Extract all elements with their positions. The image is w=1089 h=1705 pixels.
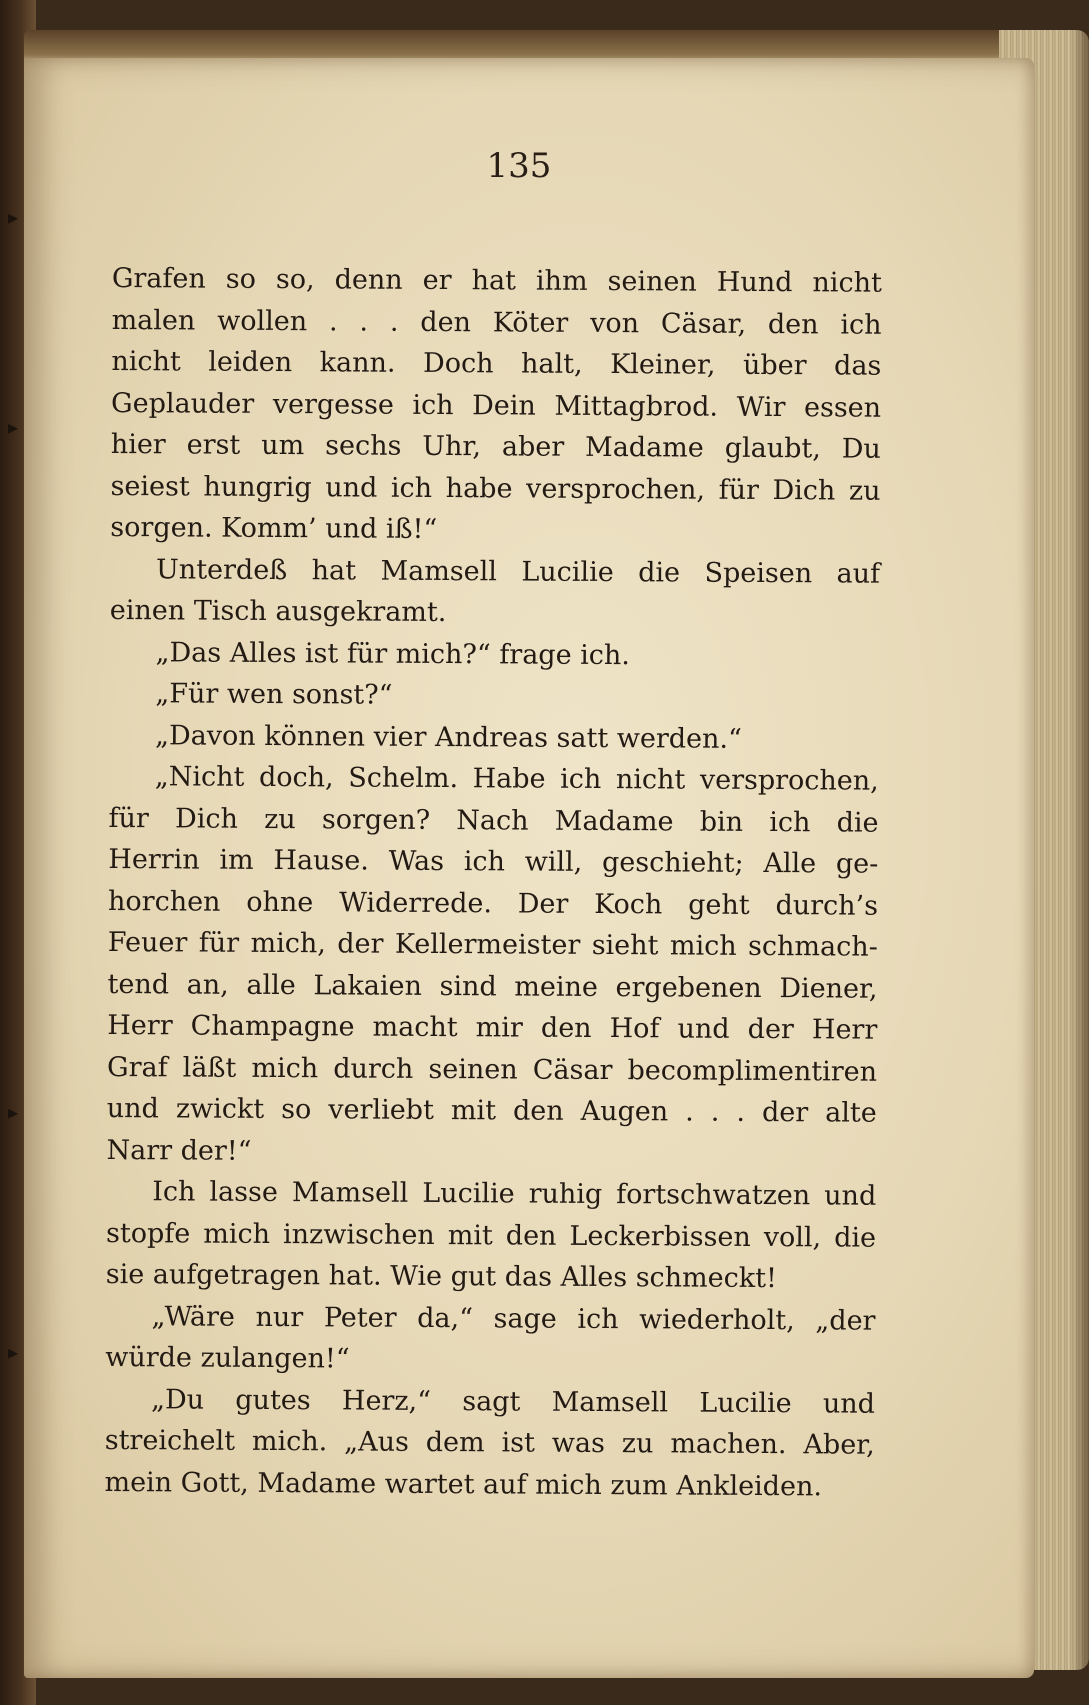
margin-mark: ▸ [8, 1100, 19, 1124]
text-line: nicht leiden kann. Doch halt, Kleiner, über das [111, 345, 882, 382]
text-line: Herr Champagne macht mir den Hof und der Herr [107, 1009, 878, 1046]
text-line: stopfe mich inzwischen mit den Leckerbissen voll, die [105, 1217, 877, 1254]
margin-mark: ▸ [8, 1340, 19, 1364]
text-line: „Für wen sonst?“ [155, 678, 393, 711]
text-line: Geplauder vergesse ich Dein Mittagbrod. Wir essen [111, 387, 882, 424]
book-page [24, 58, 1034, 1678]
text-line: mein Gott, Madame wartet auf mich zum Ankleiden. [104, 1466, 823, 1502]
text-line: streichelt mich. „Aus dem ist was zu machen. Aber, [104, 1424, 875, 1461]
text-line: tend an, alle Lakaien sind meine ergebenen Diener, [107, 968, 878, 1005]
text-line: malen wollen . . . den Köter von Cäsar, den ich [111, 304, 882, 341]
text-line: Grafen so so, denn er hat ihm seinen Hund nicht [111, 262, 882, 299]
margin-mark: ▸ [8, 415, 19, 439]
text-line: sorgen. Komm’ und iß!“ [110, 511, 438, 545]
text-line: „Davon können vier Andreas satt werden.“ [154, 719, 742, 755]
text-line: sie aufgetragen hat. Wie gut das Alles schmeckt! [105, 1258, 777, 1295]
text-line: seiest hungrig und ich habe versprochen, für Dich zu [110, 470, 881, 507]
text-line: und zwickt so verliebt mit den Augen . . . der alte [106, 1092, 877, 1129]
margin-mark: ▸ [8, 205, 19, 229]
text-line: hier erst um sechs Uhr, aber Madame glaubt, Du [110, 428, 881, 465]
text-line: für Dich zu sorgen? Nach Madame bin ich die [108, 802, 879, 839]
text-line: Herrin im Hause. Was ich will, geschieht; Alle ge- [108, 843, 879, 880]
text-line: Narr der!“ [106, 1134, 252, 1167]
text-line: „Nicht doch, Schelm. Habe ich nicht versprochen, [154, 761, 879, 797]
text-line: einen Tisch ausgekramt. [109, 594, 447, 629]
text-line: Graf läßt mich durch seinen Cäsar becomplimentiren [106, 1051, 878, 1088]
page-number: 135 [486, 146, 552, 186]
text-line: „Wäre nur Peter da,“ sage ich wiederholt, „der [151, 1300, 876, 1337]
text-line: horchen ohne Widerrede. Der Koch geht durch’s [107, 885, 879, 922]
text-line: Feuer für mich, der Kellermeister sieht mich schmach- [107, 926, 878, 963]
text-line: „Das Alles ist für mich?“ frage ich. [155, 636, 631, 671]
text-line: würde zulangen!“ [105, 1341, 350, 1375]
page-text [104, 258, 882, 1508]
text-line: Ich lasse Mamsell Lucilie ruhig fortschwatzen und [152, 1176, 877, 1212]
text-line: Unterdeß hat Mamsell Lucilie die Speisen auf [156, 553, 881, 590]
text-line: „Du gutes Herz,“ sagt Mamsell Lucilie und [150, 1383, 876, 1420]
